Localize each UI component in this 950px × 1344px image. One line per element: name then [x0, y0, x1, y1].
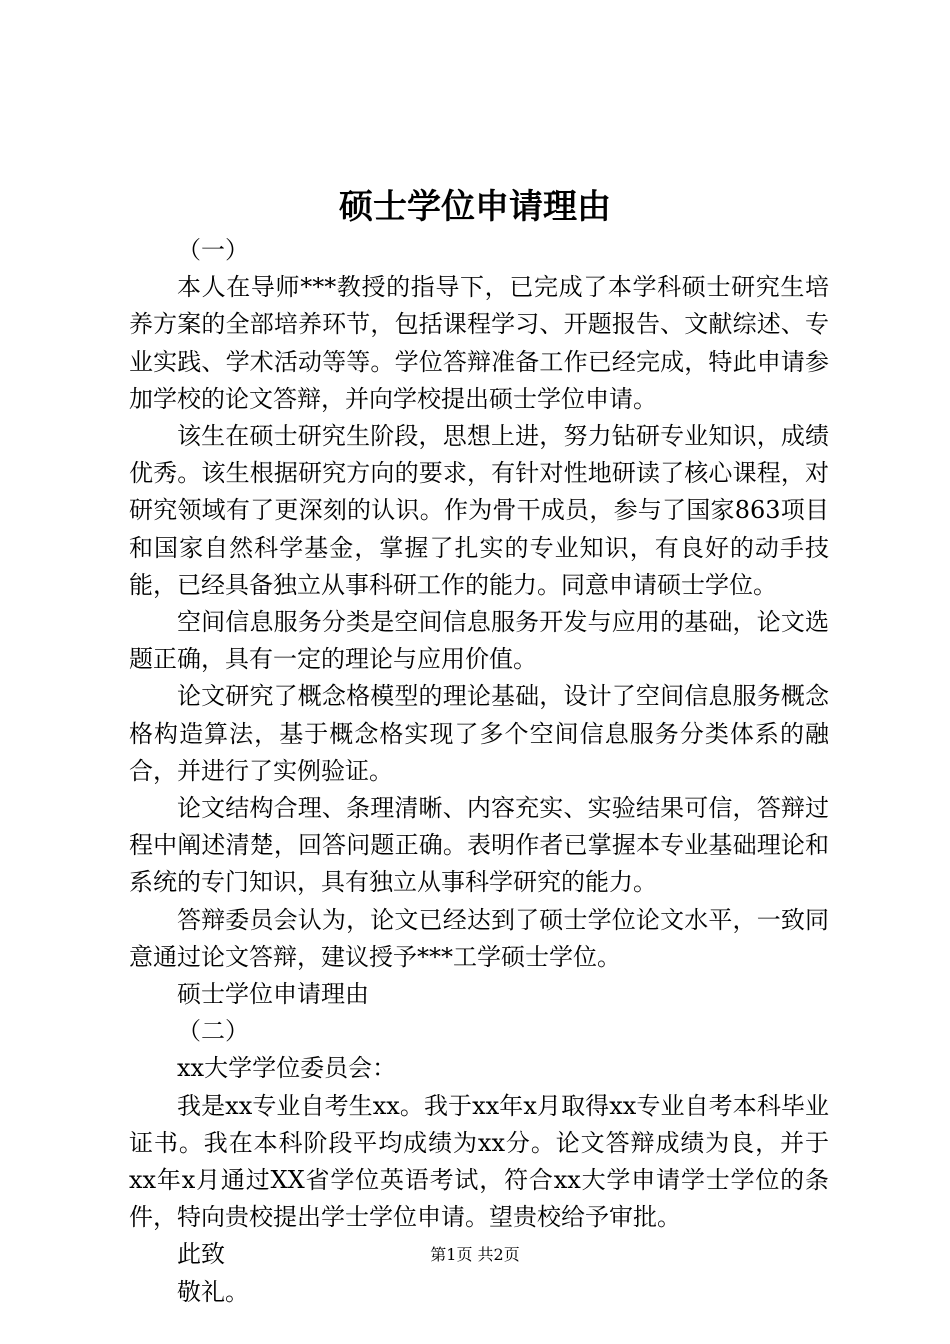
paragraph-section-two-heading: （二） [177, 1017, 249, 1046]
paragraph-section-one-heading: （一） [177, 236, 249, 264]
paragraph-salutation: xx大学学位委员会： [177, 1054, 397, 1083]
paragraph-repeat-title: 硕士学位申请理由 [177, 980, 369, 1009]
paragraph-closing-1: 此致 [177, 1240, 225, 1269]
paragraph-student-evaluation: 该生在硕士研究生阶段，思想上进，努力钻研专业知识，成绩优秀。该生根据研究方向的要求，有针对性地研读了核心课程，对研究领域有了更深刻的认识。作为骨干成员，参与了国家863项目和国家自然科学基金，掌握了扎实的专业知识，有良好的动手技能，已经具备独立从事科研工作的能力。同意申请硕士学位。 [129, 422, 829, 599]
paragraph-topic-assessment: 空间信息服务分类是空间信息服务开发与应用的基础，论文选题正确，具有一定的理论与应用价值。 [129, 608, 829, 674]
paragraph-research-summary: 论文研究了概念格模型的理论基础，设计了空间信息服务概念格构造算法，基于概念格实现了多个空间信息服务分类体系的融合，并进行了实例验证。 [129, 682, 829, 785]
page-number-footer: 第1页 共2页 [430, 1245, 520, 1264]
document-body [129, 232, 829, 1311]
paragraph-closing-2: 敬礼。 [177, 1277, 249, 1306]
document-title: 硕士学位申请理由 [339, 187, 611, 227]
paragraph-thesis-quality: 论文结构合理、条理清晰、内容充实、实验结果可信，答辩过程中阐述清楚，回答问题正确。表明作者已掌握本专业基础理论和系统的专门知识，具有独立从事科学研究的能力。 [129, 794, 829, 897]
paragraph-applicant-statement: 本人在导师***教授的指导下，已完成了本学科硕士研究生培养方案的全部培养环节，包括课程学习、开题报告、文献综述、专业实践、学术活动等等。学位答辩准备工作已经完成，特此申请参加学校的论文答辩，并向学校提出硕士学位申请。 [129, 273, 829, 413]
paragraph-committee-conclusion: 答辩委员会认为，论文已经达到了硕士学位论文水平，一致同意通过论文答辩，建议授予***工学硕士学位。 [129, 905, 829, 971]
paragraph-application-body: 我是xx专业自考生xx。我于xx年x月取得xx专业自考本科毕业证书。我在本科阶段平均成绩为xx分。论文答辩成绩为良，并于xx年x月通过XX省学位英语考试，符合xx大学申请学士学位的条件，特向贵校提出学士学位申请。望贵校给予审批。 [129, 1091, 829, 1232]
